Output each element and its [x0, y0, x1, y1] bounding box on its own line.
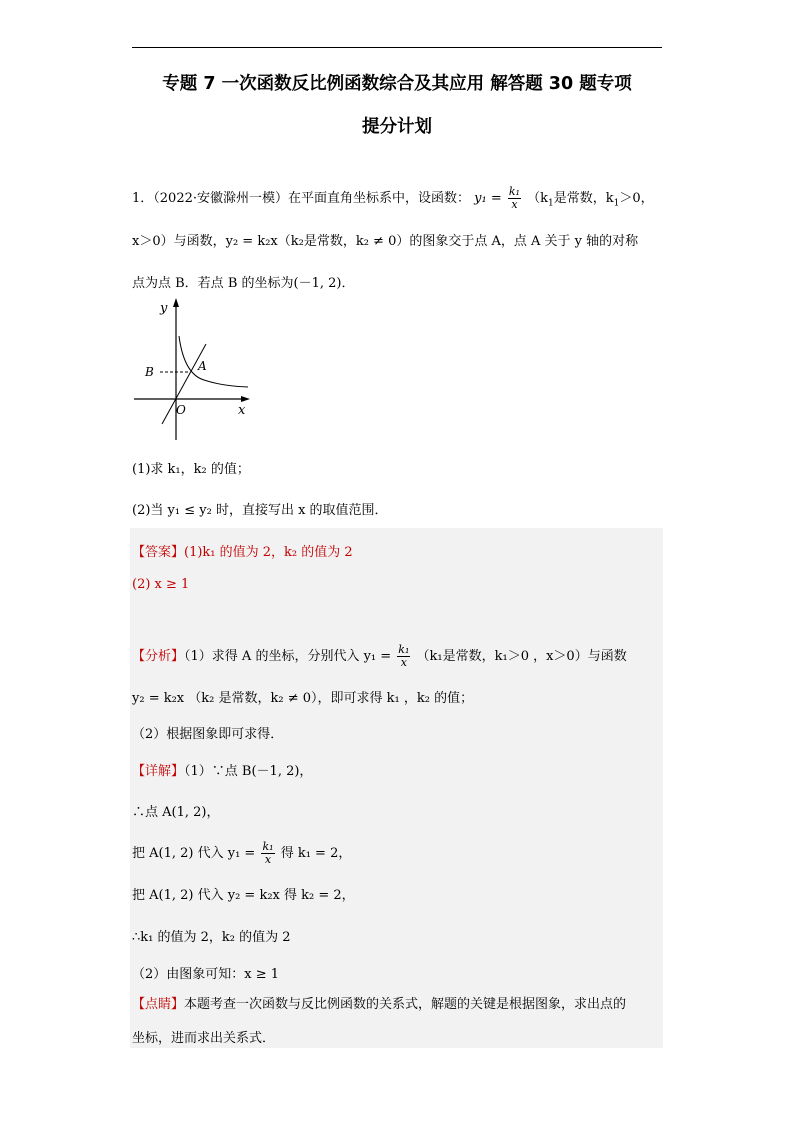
- answer-tag: 【答案】: [132, 545, 185, 560]
- detail-line-1: 【详解】（1）∵点 B(－1, 2)，: [132, 764, 313, 779]
- detail-tag: 【详解】: [132, 764, 185, 779]
- header-rule: [132, 47, 662, 48]
- function-graph: [132, 296, 252, 444]
- comment-tag: 【点睛】: [132, 997, 185, 1012]
- problem-line-1: 1．（2022·安徽滁州一模）在平面直角坐标系中，设函数： y₁ = $\frac{\text{k₁}}{x}$ （$k_1$是常数，$k_1>0$，: [132, 185, 654, 211]
- comment-line-2: 坐标，进而求出关系式．: [132, 1031, 276, 1046]
- x-axis-arrow: [241, 396, 250, 402]
- origin-label: O: [176, 403, 186, 417]
- x-axis-label: x: [238, 403, 246, 418]
- analysis-tag: 【分析】: [132, 649, 185, 664]
- detail-line-5: ∴k₁ 的值为 2，k₂ 的值为 2: [132, 930, 291, 945]
- problem-line-2: x＞0）与函数，y₂ = k₂x（k₂是常数，k₂ ≠ 0）的图象交于点 A，点 A 关于 y 轴的对称: [132, 234, 639, 249]
- comment-line-1: 【点睛】本题考查一次函数与反比例函数的关系式，解题的关键是根据图象，求出点的: [132, 997, 627, 1012]
- analysis-line-2: y₂ = k₂x （k₂ 是常数，k₂ ≠ 0），即可求得 k₁ ，k₂ 的值；: [132, 691, 474, 706]
- point-b-label: B: [145, 365, 154, 379]
- analysis-line-1: 【分析】（1）求得 A 的坐标，分别代入 y₁ = $\frac{\text{k₁}}{x}$ （k₁是常数，k₁＞0 ，x＞0）与函数: [132, 643, 627, 669]
- page-title-line2: 提分计划: [362, 117, 432, 137]
- detail-line-2: ∴点 A(1, 2)，: [132, 805, 220, 820]
- detail-line-6: （2）由图象可知：x ≥ 1: [132, 967, 280, 982]
- answer-line-1: 【答案】(1)k₁ 的值为 2，k₂ 的值为 2: [132, 545, 353, 560]
- answer-line-2: (2) x ≥ 1: [132, 577, 190, 592]
- hyperbola-curve: [179, 336, 248, 387]
- detail-line-3: 把 A(1, 2) 代入 y₁ = $\frac{\text{k₁}}{x}$ 得 k₁ = 2，: [132, 840, 352, 866]
- y-axis-label: y: [160, 301, 168, 316]
- detail-line-4: 把 A(1, 2) 代入 y₂ = k₂x 得 k₂ = 2，: [132, 888, 355, 903]
- question-1: (1)求 k₁，k₂ 的值；: [132, 462, 250, 477]
- problem-line-3: 点为点 B．若点 B 的坐标为(－1, 2)．: [132, 276, 355, 291]
- analysis-line-3: （2）根据图象即可求得．: [132, 727, 284, 742]
- question-2: (2)当 y₁ ≤ y₂ 时，直接写出 x 的取值范围．: [132, 503, 388, 518]
- page-title: 专题 7 一次函数反比例函数综合及其应用 解答题 30 题专项: [162, 74, 632, 94]
- y-axis-arrow: [173, 298, 179, 307]
- point-a-label: A: [198, 359, 207, 373]
